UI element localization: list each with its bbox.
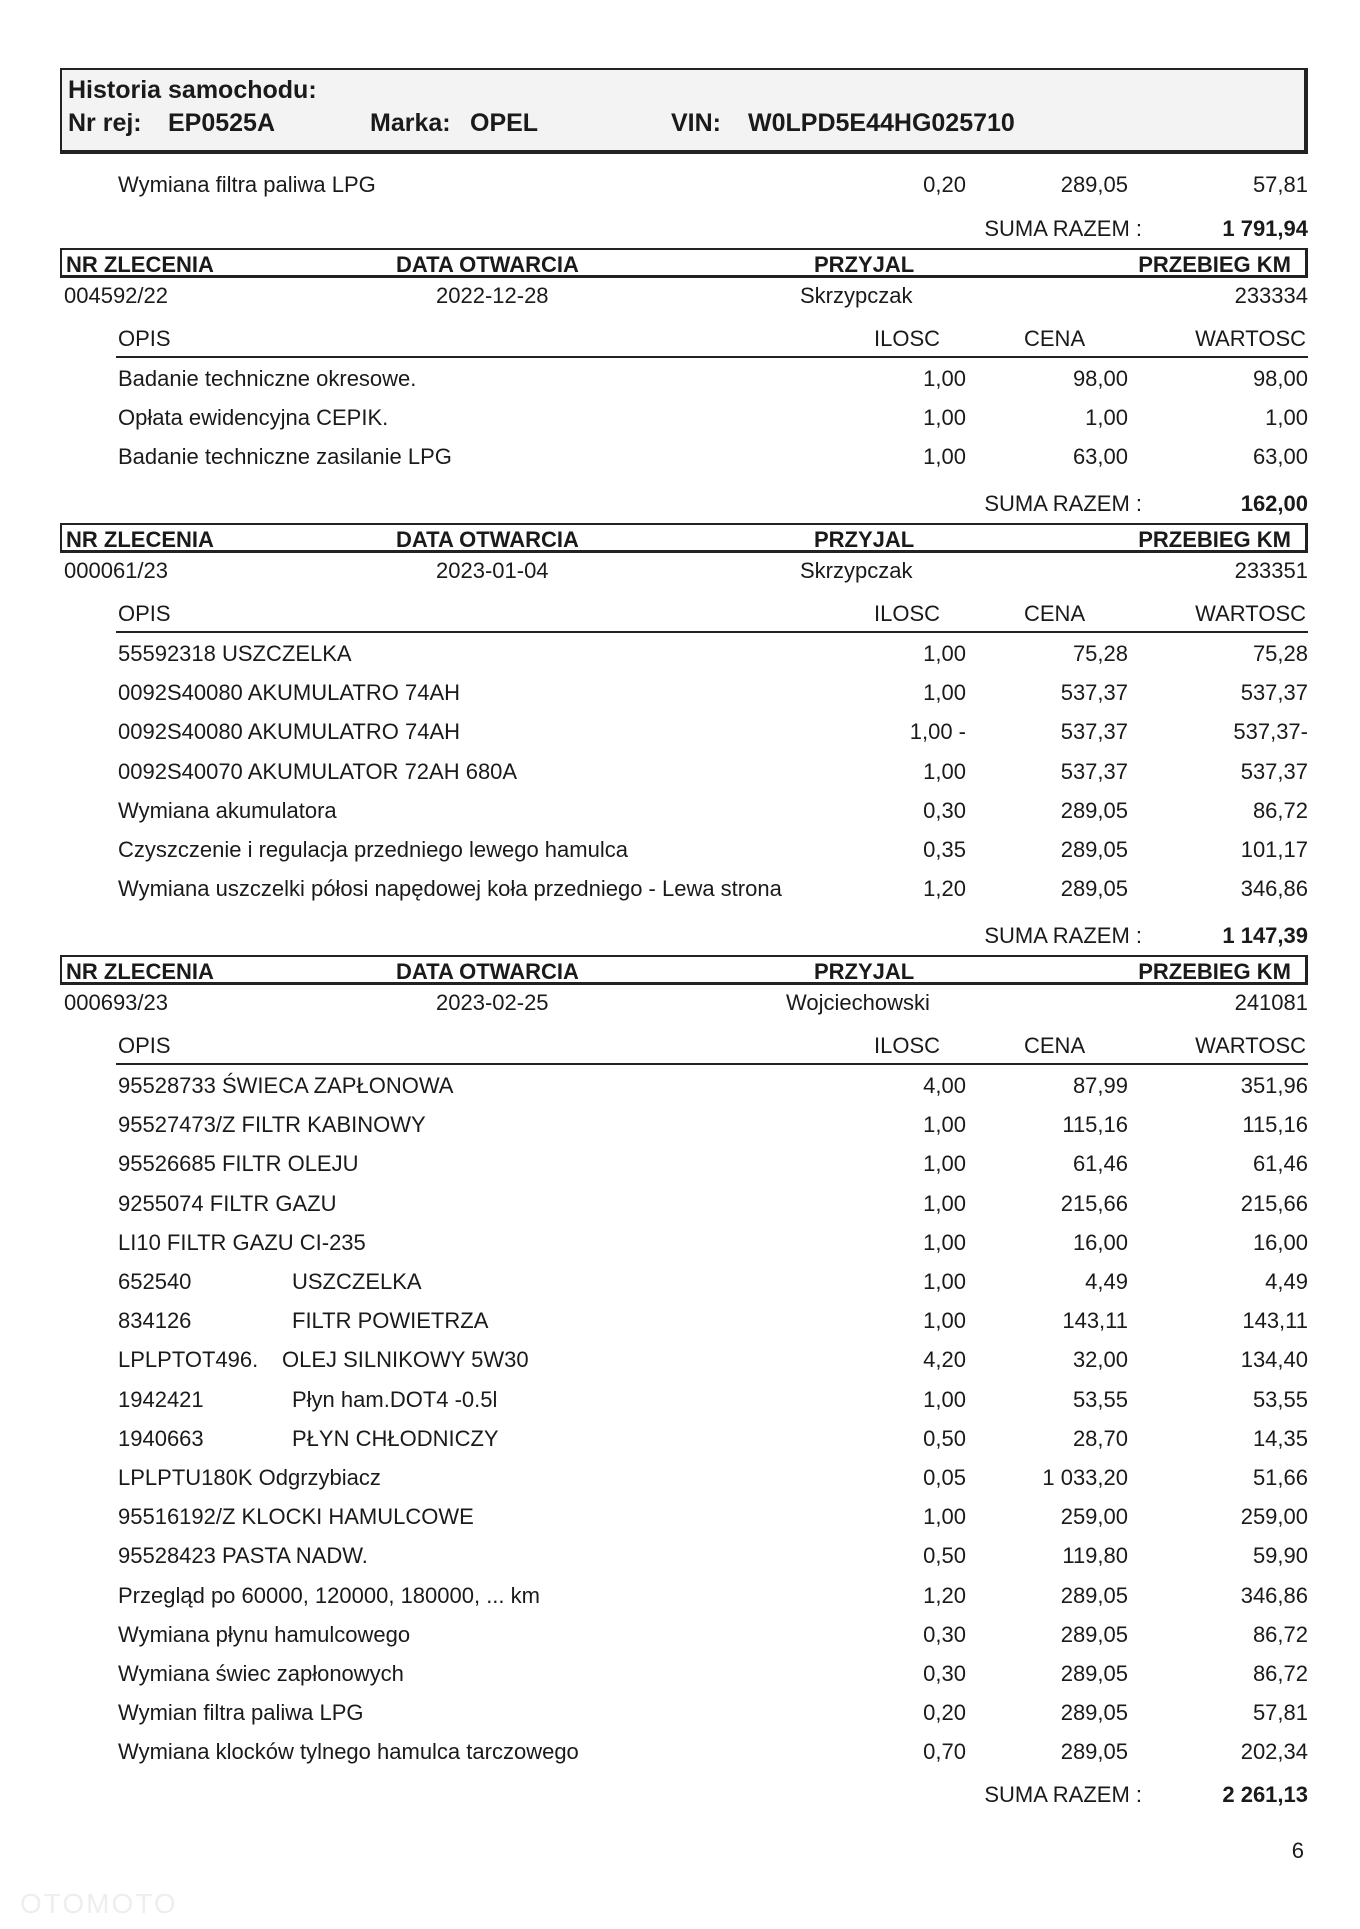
item-quantity: 0,05 xyxy=(923,1465,966,1490)
item-value: 134,40 xyxy=(1240,1347,1308,1372)
vehicle-header xyxy=(60,68,1308,154)
item-code: LPLPTOT496. xyxy=(118,1347,259,1372)
line-item xyxy=(0,405,1360,435)
item-quantity: 1,00 xyxy=(923,1112,966,1137)
order-info xyxy=(0,283,1360,313)
columns-header xyxy=(116,324,1308,358)
item-price: 75,28 xyxy=(1072,641,1128,666)
cena-label: CENA xyxy=(1024,1033,1086,1058)
item-value: 86,72 xyxy=(1252,1661,1308,1686)
przyjal-label: PRZYJAL xyxy=(814,252,915,277)
order-date: 2023-01-04 xyxy=(436,558,549,583)
item-description: Wymiana świec zapłonowych xyxy=(118,1661,404,1686)
sum-value: 1 147,39 xyxy=(1222,923,1308,948)
przyjal-label: PRZYJAL xyxy=(814,527,915,552)
data-otwarcia-label: DATA OTWARCIA xyxy=(396,959,579,984)
item-quantity: 1,00 xyxy=(923,1230,966,1255)
order-mileage: 241081 xyxy=(1234,990,1308,1015)
item-value: 59,90 xyxy=(1252,1543,1308,1568)
line-item xyxy=(0,1739,1360,1769)
item-value: 537,37 xyxy=(1240,680,1308,705)
item-code: 1942421 xyxy=(118,1387,204,1412)
watermark-logo: OTOMOTO xyxy=(20,1888,178,1919)
item-code: 652540 xyxy=(118,1269,192,1294)
item-price: 289,05 xyxy=(1060,798,1128,823)
order-date: 2023-02-25 xyxy=(436,990,549,1015)
line-item xyxy=(0,1191,1360,1221)
line-item xyxy=(0,1151,1360,1181)
order-mileage: 233334 xyxy=(1234,283,1308,308)
item-quantity: 0,30 xyxy=(923,798,966,823)
item-quantity: 1,00 xyxy=(923,1308,966,1333)
item-description: 95527473/Z FILTR KABINOWY xyxy=(118,1112,426,1137)
item-value: 75,28 xyxy=(1252,641,1308,666)
item-description: FILTR POWIETRZA xyxy=(292,1308,489,1333)
cena-label: CENA xyxy=(1024,601,1086,626)
item-value: 14,35 xyxy=(1252,1426,1308,1451)
item-price: 115,16 xyxy=(1062,1112,1128,1137)
sum-label: SUMA RAZEM : xyxy=(984,923,1142,948)
sum-label: SUMA RAZEM : xyxy=(984,1782,1142,1807)
item-value: 259,00 xyxy=(1240,1504,1308,1529)
item-price: 16,00 xyxy=(1072,1230,1128,1255)
item-description: 0092S40080 AKUMULATRO 74AH xyxy=(118,719,460,744)
item-description: PŁYN CHŁODNICZY xyxy=(292,1426,499,1451)
line-item xyxy=(0,366,1360,396)
line-item xyxy=(0,1583,1360,1613)
columns-header xyxy=(116,1031,1308,1065)
item-description: Wymiana uszczelki półosi napędowej koła przedniego - Lewa strona xyxy=(118,876,782,901)
order-header xyxy=(60,248,1308,278)
opis-label: OPIS xyxy=(118,326,171,351)
header-title: Historia samochodu: xyxy=(68,76,317,104)
item-quantity: 0,70 xyxy=(923,1739,966,1764)
item-description: 0092S40080 AKUMULATRO 74AH xyxy=(118,680,460,705)
item-price: 259,00 xyxy=(1060,1504,1128,1529)
item-price: 53,55 xyxy=(1072,1387,1128,1412)
item-price: 537,37 xyxy=(1060,680,1128,705)
item-price: 32,00 xyxy=(1072,1347,1128,1372)
line-item xyxy=(0,1543,1360,1573)
item-quantity: 1,00 xyxy=(923,680,966,705)
line-item xyxy=(0,719,1360,749)
item-value: 53,55 xyxy=(1252,1387,1308,1412)
vin-value: W0LPD5E44HG025710 xyxy=(748,109,1015,137)
line-item xyxy=(0,1347,1360,1377)
marka-value: OPEL xyxy=(470,109,539,137)
opis-label: OPIS xyxy=(118,1033,171,1058)
line-item xyxy=(0,1465,1360,1495)
przebieg-label: PRZEBIEG KM xyxy=(1138,252,1291,277)
item-price: 63,00 xyxy=(1072,444,1128,469)
vin-label: VIN: xyxy=(671,109,721,137)
przyjal-label: PRZYJAL xyxy=(814,959,915,984)
item-description: 95528423 PASTA NADW. xyxy=(118,1543,368,1568)
nr-zlecenia-label: NR ZLECENIA xyxy=(66,252,214,277)
item-description: Badanie techniczne zasilanie LPG xyxy=(118,444,452,469)
item-price: 61,46 xyxy=(1072,1151,1128,1176)
item-price: 4,49 xyxy=(1085,1269,1128,1294)
item-value: 61,46 xyxy=(1252,1151,1308,1176)
item-description: LPLPTU180K Odgrzybiacz xyxy=(118,1465,381,1490)
nr-zlecenia-label: NR ZLECENIA xyxy=(66,959,214,984)
line-item xyxy=(0,1073,1360,1103)
line-item xyxy=(0,1308,1360,1338)
cena-label: CENA xyxy=(1024,326,1086,351)
item-price: 289,05 xyxy=(1060,172,1128,197)
wartosc-label: WARTOSC xyxy=(1195,326,1306,351)
item-quantity: 1,00 xyxy=(923,641,966,666)
item-value: 1,00 xyxy=(1265,405,1308,430)
order-sum xyxy=(0,923,1360,953)
item-quantity: 1,00 xyxy=(923,405,966,430)
item-description: 95526685 FILTR OLEJU xyxy=(118,1151,359,1176)
item-description: Wymiana płynu hamulcowego xyxy=(118,1622,411,1647)
item-code: 1940663 xyxy=(118,1426,204,1451)
line-item xyxy=(0,1661,1360,1691)
item-quantity: 0,20 xyxy=(923,172,966,197)
sum-value: 162,00 xyxy=(1240,491,1308,516)
order-number: 004592/22 xyxy=(64,283,168,308)
order-number: 000693/23 xyxy=(64,990,168,1015)
line-item xyxy=(0,876,1360,906)
item-description: Przegląd po 60000, 120000, 180000, ... km xyxy=(118,1583,540,1608)
item-price: 289,05 xyxy=(1060,1739,1128,1764)
opis-label: OPIS xyxy=(118,601,171,626)
marka-label: Marka: xyxy=(370,109,451,137)
item-quantity: 1,00 xyxy=(923,759,966,784)
sum-label: SUMA RAZEM : xyxy=(984,216,1142,241)
item-value: 16,00 xyxy=(1252,1230,1308,1255)
item-value: 202,34 xyxy=(1240,1739,1308,1764)
line-item xyxy=(0,798,1360,828)
sum-value: 2 261,13 xyxy=(1222,1782,1308,1807)
order-info xyxy=(0,558,1360,588)
item-price: 537,37 xyxy=(1060,759,1128,784)
page-number: 6 xyxy=(1291,1838,1304,1863)
item-description: Wymian filtra paliwa LPG xyxy=(118,1700,364,1725)
order-mileage: 233351 xyxy=(1234,558,1308,583)
data-otwarcia-label: DATA OTWARCIA xyxy=(396,527,579,552)
line-item xyxy=(0,641,1360,671)
line-item xyxy=(0,1622,1360,1652)
item-description: Wymiana klocków tylnego hamulca tarczowego xyxy=(118,1739,579,1764)
item-quantity: 1,00 xyxy=(923,1151,966,1176)
item-value: 537,37- xyxy=(1233,719,1308,744)
item-code: 834126 xyxy=(118,1308,192,1333)
line-item xyxy=(0,1230,1360,1260)
item-value: 346,86 xyxy=(1240,1583,1308,1608)
wartosc-label: WARTOSC xyxy=(1195,601,1306,626)
item-description: 95516192/Z KLOCKI HAMULCOWE xyxy=(118,1504,474,1529)
item-price: 1,00 xyxy=(1085,405,1128,430)
przebieg-label: PRZEBIEG KM xyxy=(1138,527,1291,552)
item-value: 4,49 xyxy=(1265,1269,1308,1294)
item-price: 289,05 xyxy=(1060,1583,1128,1608)
item-description: Wymiana akumulatora xyxy=(118,798,337,823)
ilosc-label: ILOSC xyxy=(874,601,941,626)
item-description: Wymiana filtra paliwa LPG xyxy=(118,172,376,197)
order-sum xyxy=(0,216,1360,246)
item-quantity: 0,50 xyxy=(923,1426,966,1451)
item-quantity: 0,30 xyxy=(923,1622,966,1647)
order-receiver: Skrzypczak xyxy=(800,558,913,583)
item-price: 1 033,20 xyxy=(1042,1465,1128,1490)
line-item xyxy=(0,172,1360,202)
item-value: 86,72 xyxy=(1252,798,1308,823)
order-receiver: Wojciechowski xyxy=(786,990,930,1015)
item-description: 9255074 FILTR GAZU xyxy=(118,1191,337,1216)
line-item xyxy=(0,1700,1360,1730)
order-sum xyxy=(0,491,1360,521)
data-otwarcia-label: DATA OTWARCIA xyxy=(396,252,579,277)
line-item xyxy=(0,1112,1360,1142)
wartosc-label: WARTOSC xyxy=(1195,1033,1306,1058)
item-quantity: 0,20 xyxy=(923,1700,966,1725)
nr-rej-value: EP0525A xyxy=(168,109,276,137)
line-item xyxy=(0,680,1360,710)
ilosc-label: ILOSC xyxy=(874,326,941,351)
order-receiver: Skrzypczak xyxy=(800,283,913,308)
item-value: 57,81 xyxy=(1252,172,1308,197)
item-price: 98,00 xyxy=(1072,366,1128,391)
line-item xyxy=(0,444,1360,474)
item-quantity: 1,00 xyxy=(923,1269,966,1294)
item-quantity: 1,00 xyxy=(923,444,966,469)
item-price: 87,99 xyxy=(1072,1073,1128,1098)
item-quantity: 4,00 xyxy=(923,1073,966,1098)
item-price: 289,05 xyxy=(1060,1661,1128,1686)
item-quantity: 0,50 xyxy=(923,1543,966,1568)
ilosc-label: ILOSC xyxy=(874,1033,941,1058)
item-value: 57,81 xyxy=(1252,1700,1308,1725)
item-description: OLEJ SILNIKOWY 5W30 xyxy=(282,1347,529,1372)
line-item xyxy=(0,837,1360,867)
nr-zlecenia-label: NR ZLECENIA xyxy=(66,527,214,552)
item-value: 215,66 xyxy=(1240,1191,1308,1216)
item-price: 537,37 xyxy=(1060,719,1128,744)
item-description: 0092S40070 AKUMULATOR 72AH 680A xyxy=(118,759,518,784)
line-item xyxy=(0,1426,1360,1456)
item-quantity: 1,00 - xyxy=(909,719,966,744)
order-header xyxy=(60,955,1308,985)
item-description: Czyszczenie i regulacja przedniego lewego hamulca xyxy=(118,837,628,862)
nr-rej-label: Nr rej: xyxy=(68,109,142,137)
item-quantity: 1,00 xyxy=(923,1387,966,1412)
item-price: 289,05 xyxy=(1060,837,1128,862)
sum-label: SUMA RAZEM : xyxy=(984,491,1142,516)
item-value: 143,11 xyxy=(1242,1308,1308,1333)
item-value: 63,00 xyxy=(1252,444,1308,469)
order-info xyxy=(0,990,1360,1020)
item-value: 51,66 xyxy=(1252,1465,1308,1490)
columns-header xyxy=(116,599,1308,633)
item-value: 351,96 xyxy=(1240,1073,1308,1098)
item-value: 346,86 xyxy=(1240,876,1308,901)
item-quantity: 0,30 xyxy=(923,1661,966,1686)
order-number: 000061/23 xyxy=(64,558,168,583)
item-price: 119,80 xyxy=(1062,1543,1128,1568)
sum-value: 1 791,94 xyxy=(1222,216,1308,241)
item-description: Płyn ham.DOT4 -0.5l xyxy=(292,1387,498,1412)
line-item xyxy=(0,1387,1360,1417)
order-header xyxy=(60,523,1308,553)
item-price: 143,11 xyxy=(1062,1308,1128,1333)
item-description: LI10 FILTR GAZU CI-235 xyxy=(118,1230,366,1255)
item-price: 289,05 xyxy=(1060,1700,1128,1725)
item-value: 115,16 xyxy=(1242,1112,1308,1137)
item-quantity: 1,00 xyxy=(923,1191,966,1216)
item-value: 98,00 xyxy=(1252,366,1308,391)
przebieg-label: PRZEBIEG KM xyxy=(1138,959,1291,984)
item-quantity: 1,00 xyxy=(923,1504,966,1529)
item-value: 101,17 xyxy=(1240,837,1308,862)
item-price: 28,70 xyxy=(1072,1426,1128,1451)
item-quantity: 1,20 xyxy=(923,1583,966,1608)
item-quantity: 4,20 xyxy=(923,1347,966,1372)
item-price: 289,05 xyxy=(1060,1622,1128,1647)
item-quantity: 0,35 xyxy=(923,837,966,862)
order-sum xyxy=(0,1782,1360,1812)
line-item xyxy=(0,1269,1360,1299)
item-description: 95528733 ŚWIECA ZAPŁONOWA xyxy=(118,1073,454,1098)
item-description: 55592318 USZCZELKA xyxy=(118,641,352,666)
item-quantity: 1,00 xyxy=(923,366,966,391)
line-item xyxy=(0,1504,1360,1534)
item-description: Badanie techniczne okresowe. xyxy=(118,366,417,391)
item-value: 86,72 xyxy=(1252,1622,1308,1647)
item-quantity: 1,20 xyxy=(923,876,966,901)
line-item xyxy=(0,759,1360,789)
item-description: USZCZELKA xyxy=(292,1269,422,1294)
order-date: 2022-12-28 xyxy=(436,283,549,308)
item-price: 289,05 xyxy=(1060,876,1128,901)
item-description: Opłata ewidencyjna CEPIK. xyxy=(118,405,389,430)
item-price: 215,66 xyxy=(1060,1191,1128,1216)
item-value: 537,37 xyxy=(1240,759,1308,784)
